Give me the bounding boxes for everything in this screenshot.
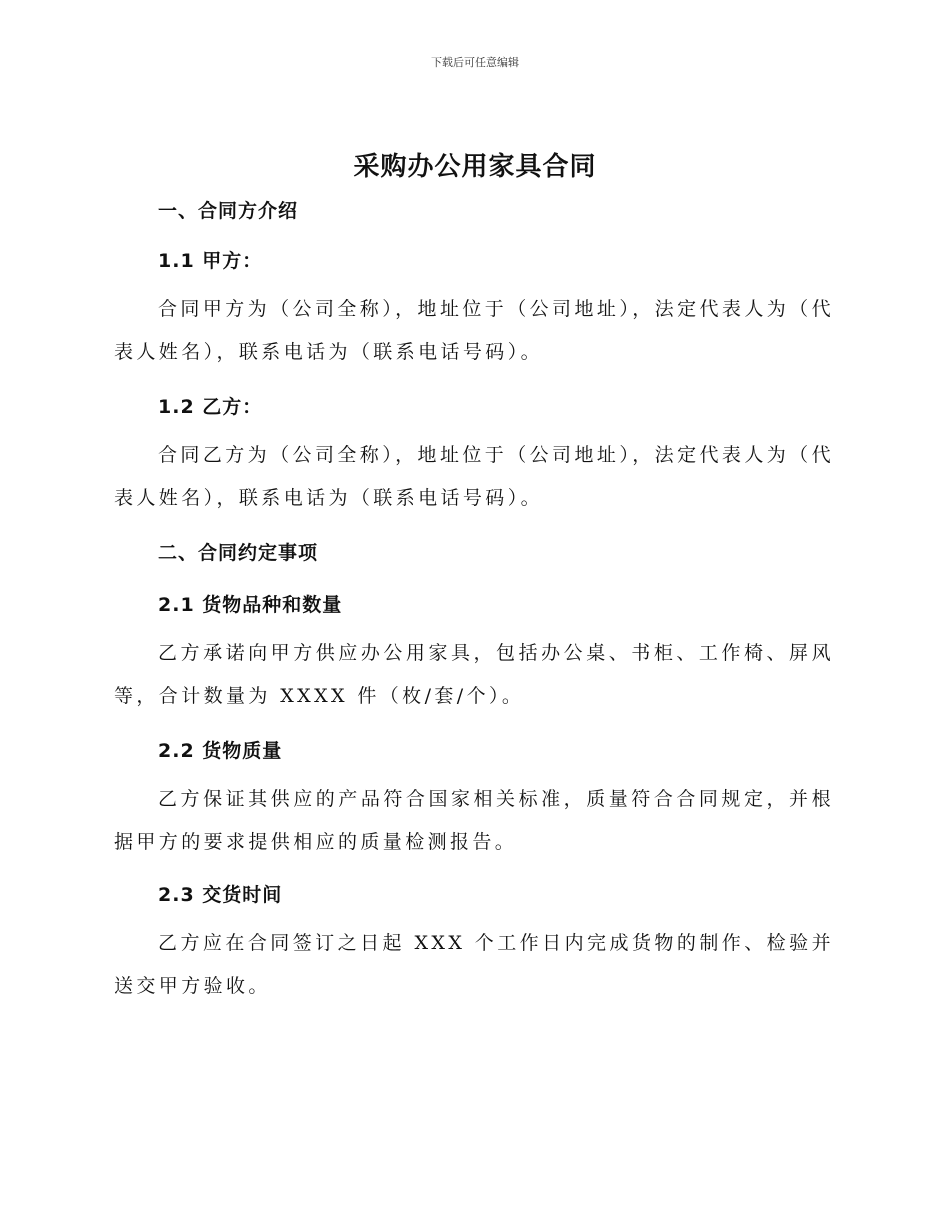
subsection-heading-1-1: 1.1 甲方：	[158, 250, 263, 272]
document-title: 采购办公用家具合同	[353, 152, 597, 182]
subsection-heading-2-1: 2.1 货物品种和数量	[158, 594, 343, 616]
paragraph-2-3: 乙方应在合同签订之日起 XXX 个工作日内完成货物的制作、检验并送交甲方验收。	[114, 932, 834, 997]
paragraph-1-1: 合同甲方为（公司全称），地址位于（公司地址），法定代表人为（代表人姓名），联系电话为（联系电话号码）。	[114, 298, 834, 363]
paragraph-1-2: 合同乙方为（公司全称），地址位于（公司地址），法定代表人为（代表人姓名），联系电话为（联系电话号码）。	[114, 444, 834, 509]
subsection-heading-2-3: 2.3 交货时间	[158, 884, 283, 906]
subsection-heading-1-2: 1.2 乙方：	[158, 396, 263, 418]
paragraph-2-2: 乙方保证其供应的产品符合国家相关标准，质量符合合同规定，并根据甲方的要求提供相应的质量检测报告。	[114, 788, 834, 853]
section-heading-2: 二、合同约定事项	[158, 542, 319, 564]
paragraph-2-1: 乙方承诺向甲方供应办公用家具，包括办公桌、书柜、工作椅、屏风等，合计数量为 XXXX 件（枚/套/个）。	[114, 642, 834, 707]
section-heading-1: 一、合同方介绍	[158, 200, 299, 222]
header-note: 下载后可任意编辑	[431, 56, 519, 69]
subsection-heading-2-2: 2.2 货物质量	[158, 740, 283, 762]
